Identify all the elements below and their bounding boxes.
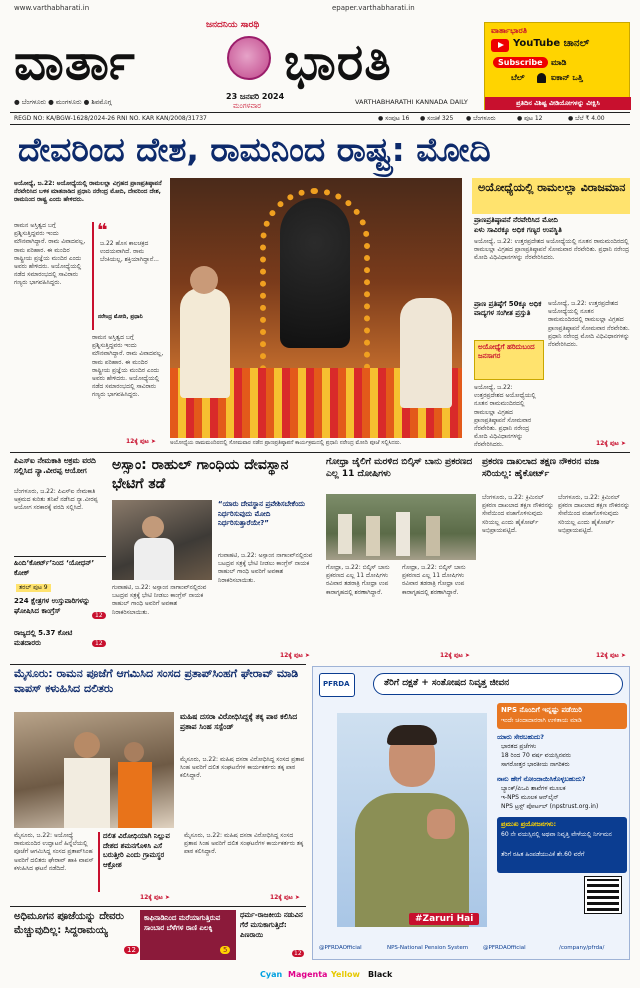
youtube-ad-title: ವಾರ್ತಾಭಾರತಿ xyxy=(491,26,527,35)
quote-text: ಜ.22 ಹೊಸ ಕಾಲಚಕ್ರದ ಉದಯವಾಗಿದೆ. ರಾಮ ಬೆಂಕಿಯಲ್ಲ, ಶಕ್ತಿಯಾಗಿದ್ದಾನೆ... xyxy=(100,240,159,264)
side-box xyxy=(474,340,544,380)
youtube-play-icon xyxy=(491,39,509,52)
court-body-2: ಬೆಂಗಳೂರು, ಜ.22: ಕ್ರಿಮಿನಲ್ ಪ್ರಕರಣ ದಾಖಲಾದ ತಕ್ಷಣ ನೌಕರನನ್ನು ಸೇವೆಯಿಂದ ವಜಾಗೊಳಿಸುವುದು ಸರಿಯಲ್ಲ ಎಂದು ಹೈಕೋರ್ಟ್ ಅಭಿಪ್ರಾಯಪಟ್ಟಿದೆ. xyxy=(558,494,630,534)
issue-day: ಮಂಗಳವಾರ xyxy=(233,102,262,110)
subscribe-button[interactable]: Subscribe xyxy=(493,57,548,68)
side-headline: ಅಯೋಧ್ಯೆಯಲ್ಲಿ ರಾಮಲಲ್ಲಾ ವಿರಾಜಮಾನ xyxy=(478,181,626,194)
mysore-headline: ಮೈಸೂರು: ರಾಮನ ಪೂಜೆಗೆ ಆಗಮಿಸಿದ ಸಂಸದ ಪ್ರತಾಪ್‌ಸಿಂಹಗೆ ಘೇರಾವ್ ಮಾಡಿ ವಾಪಸ್ ಕಳುಹಿಸಿದ ದಲಿತರು xyxy=(14,667,299,695)
issue-info-5: ● ಬೆಲೆ ₹ 4.00 xyxy=(568,115,605,122)
photo-caption: ಅಯೋಧ್ಯೆಯ ರಾಮಮಂದಿರದಲ್ಲಿ ಸೋಮವಾರ ನಡೆದ ಪ್ರಾಣಪ್ರತಿಷ್ಠಾಪನೆ ಕಾರ್ಯಕ್ರಮದಲ್ಲಿ ಪ್ರಧಾನಿ ನರೇಂದ್ರ ಮೋದಿ ಪೂಜೆ ಸಲ್ಲಿಸಿದರು. xyxy=(170,440,402,446)
pfrda-logo xyxy=(319,673,355,697)
teaser-2-box[interactable] xyxy=(140,910,236,960)
brief-2-more[interactable]: ತರಲ್ ಪುಟ 9 xyxy=(16,584,51,592)
nps-footer-1[interactable]: @PFRDAOfficial xyxy=(319,945,362,951)
divider xyxy=(10,452,630,453)
nps-who-title: ಯಾರು ಸೇರಬಹುದು? xyxy=(497,733,545,741)
colorbar-cyan: Cyan xyxy=(260,970,283,979)
nps-tagline-box xyxy=(373,673,623,695)
assam-body-2: ಗುವಾಹಟಿ, ಜ.22: ಅಸ್ಸಾಂನ ನಾಗಾಂವ್‌ನಲ್ಲಿರುವ ಬಟದ್ರವ ಸತ್ರಕ್ಕೆ ಭೇಟಿ ನೀಡಲು ಕಾಂಗ್ರೆಸ್ ನಾಯಕ ರಾಹುಲ್ ಗಾಂಧಿ ಅವರಿಗೆ ಅವಕಾಶ ನಿರಾಕರಿಸಲಾಯಿತು. xyxy=(218,552,313,584)
mahisha-headline: ಮಹಿಷ ದಸರಾ ವಿರೋಧಿಸಿದ್ದಕ್ಕೆ ತಕ್ಕ ಪಾಠ ಕಲಿಸಿದ ಪ್ರತಾಪ ಸಿಂಹ ಸಸ್ಪೆಂಡ್ xyxy=(180,712,298,731)
teaser-1-text[interactable]: ಅಧಿಮೂಗನ ಪೂಜೆಯನ್ನು ದೇವರು ಮೆಚ್ಚುವುದಿಲ್ಲ: ಸಿದ್ದರಾಮಯ್ಯ xyxy=(14,911,124,936)
main-photo xyxy=(170,178,462,438)
brief-3-headline: 224 ಕ್ಷೇತ್ರಗಳ ಉಸ್ತುವಾರಿಗಳನ್ನು ಘೋಷಿಸಿದ ಕಾಂಗ್ರೆಸ್ xyxy=(14,597,90,615)
youtube-ad[interactable] xyxy=(484,22,630,110)
colorbar-black: Black xyxy=(368,970,393,979)
divider xyxy=(10,124,630,125)
court-headline: ಪ್ರಕರಣ ದಾಖಲಾದ ತಕ್ಷಣ ನೌಕರನ ವಜಾ ಸರಿಯಲ್ಲ: ಹೈಕೋರ್ಟ್ xyxy=(482,457,600,479)
mahisha-body: ಮೈಸೂರು, ಜ.22: ಮಹಿಷ ದಸರಾ ವಿರೋಧಿಸಿದ್ದ ಸಂಸದ ಪ್ರತಾಪ ಸಿಂಹ ಅವರಿಗೆ ದಲಿತ ಸಂಘಟನೆಗಳ ಕಾರ್ಯಕರ್ತರು ತಕ್ಕ ಪಾಠ ಕಲಿಸಿದ್ದಾರೆ. xyxy=(180,756,305,780)
court-more[interactable]: 12ಕ್ಕೆ ಪುಟ ➤ xyxy=(596,652,626,659)
side-story-body: ಅಯೋಧ್ಯೆ, ಜ.22: ಉತ್ತರಪ್ರದೇಶದ ಅಯೋಧ್ಯೆಯಲ್ಲಿ ನೂತನ ರಾಮಮಂದಿರದಲ್ಲಿ ರಾಮಲಲ್ಲಾ ವಿಗ್ರಹದ ಪ್ರಾಣಪ್ರತಿಷ್ಠಾಪನೆ ಸೋಮವಾರ ನೆರವೇರಿತು. ಪ್ರಧಾನಿ ನರೇಂದ್ರ ಮೋದಿ ವಿಧಿವಿಧಾನಗಳನ್ನು ನೆರವೇರಿಸಿದರು. xyxy=(474,238,630,262)
nps-subheading: ಇಂದೇ ಚಂದಾದಾರರಾಗಿ ಉಳಿತಾಯ ಮಾಡಿ xyxy=(501,717,582,724)
nps-how-1: ಬ್ಯಾಂಕ್/ಪಿಒಪಿ ಶಾಖೆಗಳ ಮೂಲಕ xyxy=(501,785,566,792)
quote-mark-icon: ❝ xyxy=(97,220,108,241)
mysore-body: ಮೈಸೂರು, ಜ.22: ಅಯೋಧ್ಯೆ ರಾಮಮಂದಿರ ಉದ್ಘಾಟನೆ ಹಿನ್ನೆಲೆಯಲ್ಲಿ ಪೂಜೆಗೆ ಆಗಮಿಸಿದ್ದ ಸಂಸದ ಪ್ರತಾಪ್‌ಸಿಂಹ ಅವರಿಗೆ ದಲಿತರು ಘೇರಾವ್ ಹಾಕಿ ವಾಪಸ್ ಕಳುಹಿಸಿದ ಘಟನೆ ನಡೆದಿದೆ. xyxy=(14,832,94,872)
regd-number: REGD NO: KA/BGW-1628/2024-26 RNI NO. KAR KAN/2008/31737 xyxy=(14,115,207,122)
main-story-lead: ಅಯೋಧ್ಯೆ, ಜ.22: ಅಯೋಧ್ಯೆಯಲ್ಲಿ ರಾಮಲಲ್ಲಾ ವಿಗ್ರಹದ ಪ್ರಾಣಪ್ರತಿಷ್ಠಾಪನೆ ನೆರವೇರಿಸಿದ ಬಳಿಕ ಮಾತನಾಡಿದ ಪ್ರಧಾನಿ ನರೇಂದ್ರ ಮೋದಿ, ದೇವರಿಂದ ದೇಶ, ರಾಮನಿಂದ ರಾಷ್ಟ್ರ ಎಂದು ಹೇಳಿದರು. xyxy=(14,180,162,204)
mahisha-body-2: ಮೈಸೂರು, ಜ.22: ಮಹಿಷ ದಸರಾ ವಿರೋಧಿಸಿದ್ದ ಸಂಸದ ಪ್ರತಾಪ ಸಿಂಹ ಅವರಿಗೆ ದಲಿತ ಸಂಘಟನೆಗಳ ಕಾರ್ಯಕರ್ತರು ತಕ್ಕ ಪಾಠ ಕಲಿಸಿದ್ದಾರೆ. xyxy=(184,832,304,856)
divider xyxy=(10,112,630,113)
mahisha-more[interactable]: 12ಕ್ಕೆ ಪುಟ ➤ xyxy=(270,894,300,901)
colorbar-magenta: Magenta xyxy=(288,970,328,979)
nps-tagline: ತೆರಿಗೆ ದಕ್ಷತೆ + ಸಂತೋಷದ ನಿವೃತ್ತ ಜೀವನ xyxy=(384,678,510,688)
nps-benefit-2: ತೆರಿಗೆ ರಹಿತ ಹಿಂಪಡೆಯುವಿಕೆ ಶೇ.60 ವರೆಗೆ xyxy=(501,851,585,858)
nps-ad[interactable] xyxy=(312,666,630,960)
mysore-photo xyxy=(14,712,174,828)
nps-how-title: ನಾನು ಹೇಗೆ ನೋಂದಾಯಿಸಿಕೊಳ್ಳಬಹುದು? xyxy=(497,775,586,783)
main-story-body-2: ರಾಮನ ಅಸ್ತಿತ್ವದ ಬಗ್ಗೆ ಪ್ರಶ್ನಿಸುತ್ತಿದ್ದವರು ಇಂದು ಮೌನವಾಗಿದ್ದಾರೆ. ರಾಮ ವಿವಾದವಲ್ಲ, ರಾಮ ಪರಿಹಾರ. ಈ ಮಂದಿರ ರಾಷ್ಟ್ರೀಯ ಪ್ರಜ್ಞೆಯ ಮಂದಿರ ಎಂದು ಅವರು ಹೇಳಿದರು. ಅಯೋಧ್ಯೆಯಲ್ಲಿ ನಡೆದ ಸಮಾರಂಭದಲ್ಲಿ ಸಾವಿರಾರು ಗಣ್ಯರು ಭಾಗವಹಿಸಿದ್ದರು. xyxy=(92,334,164,399)
divider xyxy=(14,556,106,557)
brief-1-body: ಬೆಂಗಳೂರು, ಜ.22: ಪಿಎಸ್‌ಐ ನೇಮಕಾತಿ ಅಕ್ರಮದ ಕುರಿತು ತನಿಖೆ ನಡೆಸಿದ ನ್ಯಾ.ವೀರಪ್ಪ ಆಯೋಗ ಸರಕಾರಕ್ಕೆ ವರದಿ ಸಲ್ಲಿಸಿದೆ. xyxy=(14,488,98,512)
issue-info-4: ● ಪುಟ 12 xyxy=(517,115,543,122)
teaser-2-text: ಕಾಫಿನಾಡಿನಿಂದ ಮರೆಯಾಗುತ್ತಿರುವ ಸಾಂಬಾರ ಬೆಳೆಗಳ ರಾಣಿ ಏಲಕ್ಕಿ xyxy=(144,914,221,932)
icon-click-label: ಐಕಾನ್ ಒತ್ತಿ xyxy=(551,73,583,82)
brief-4-page[interactable]: 12 xyxy=(92,640,106,647)
daily-name: VARTHABHARATHI KANNADA DAILY xyxy=(355,98,468,106)
assam-photo xyxy=(112,500,212,580)
side-stat: ಪ್ರಾಣ ಪ್ರತಿಷ್ಠೆಗೆ 50ಕ್ಕೂ ಅಧಿಕ ವಾದ್ಯಗಳ ಸಂಗೀತ ಪ್ರಸ್ತುತಿ xyxy=(474,300,542,317)
divider xyxy=(10,906,306,907)
mysore-more[interactable]: 12ಕ್ಕೆ ಪುಟ ➤ xyxy=(140,894,170,901)
brief-2-headline: ಹಿಂದಿ‘ಕೋರ್ಟ್’ನಿಂದ ‘ಯೋಧನ್’ ಕೋಕ್ xyxy=(14,559,95,577)
epaper-url[interactable]: epaper.varthabharati.in xyxy=(332,4,415,12)
nps-how-2: ಇ-NPS ಮೂಲಕ ಆನ್‌ಲೈನ್ xyxy=(501,794,559,801)
godhra-body-2: ಗೋಧ್ರಾ, ಜ.22: ಬಿಲ್ಕಿಸ್ ಬಾನು ಪ್ರಕರಣದ ಎಲ್ಲ 11 ದೋಷಿಗಳು ರವಿವಾರ ತಡರಾತ್ರಿ ಗೋಧ್ರಾ ಉಪ ಕಾರಾಗೃಹದಲ್ಲಿ ಶರಣಾಗಿದ್ದಾರೆ. xyxy=(402,564,466,596)
youtube-channel-label: YouTube ಚಾನಲ್ xyxy=(513,38,590,49)
nps-footer-3[interactable]: @PFRDAOfficial xyxy=(483,945,526,951)
brief-1-headline: ಪಿಎಸ್‌ಐ ನೇಮಕಾತಿ ಅಕ್ರಮ ವರದಿ ಸಲ್ಲಿಸಿದ ನ್ಯಾ.ವೀರಪ್ಪ ಆಯೋಗ xyxy=(14,456,96,475)
nps-who-3: ಸಾಗರೋತ್ತರ ಭಾರತೀಯ ನಾಗರಿಕರು xyxy=(501,761,570,768)
editions: ● ಬೆಂಗಳೂರು ● ಮಂಗಳೂರು ● ಶಿವಮೊಗ್ಗ xyxy=(14,98,112,106)
mysore-sub: ದಲಿತ ವಿರೋಧಿಯಾಗಿ ನಿಲ್ಲುವ ದೇಶದ ಶಮನಗೊಳಿಸಿ ಎಸೆ ಬರುತ್ತೀರಿ ಎಂದು ಗ್ರಾಮಸ್ಥರ ಆಕ್ರೋಶ xyxy=(98,832,180,892)
godhra-body: ಗೋಧ್ರಾ, ಜ.22: ಬಿಲ್ಕಿಸ್ ಬಾನು ಪ್ರಕರಣದ ಎಲ್ಲ 11 ದೋಷಿಗಳು ರವಿವಾರ ತಡರಾತ್ರಿ ಗೋಧ್ರಾ ಉಪ ಕಾರಾಗೃಹದಲ್ಲಿ ಶರಣಾಗಿದ್ದಾರೆ. xyxy=(326,564,390,596)
nps-how-3: NPS ಟ್ರಸ್ಟ್ ಪೋರ್ಟಲ್ (npstrust.org.in) xyxy=(501,803,599,810)
side-story-more[interactable]: 12ಕ್ಕೆ ಪುಟ ➤ xyxy=(596,440,626,447)
main-headline: ದೇವರಿಂದ ದೇಶ, ರಾಮನಿಂದ ರಾಷ್ಟ್ರ: ಮೋದಿ xyxy=(18,130,491,169)
bell-icon xyxy=(537,73,546,83)
nps-footer-2[interactable]: NPS-National Pension System xyxy=(387,945,469,951)
godhra-more[interactable]: 12ಕ್ಕೆ ಪುಟ ➤ xyxy=(440,652,470,659)
nps-who-1: ಭಾರತದ ಪ್ರಜೆಗಳು xyxy=(501,743,537,750)
masthead-title-left: ವಾರ್ತಾ xyxy=(14,33,136,91)
quote-box xyxy=(92,222,164,330)
teaser-2-page: 5 xyxy=(220,946,230,954)
issue-info-2: ● ಸಂಚಿಕೆ 325 xyxy=(420,115,454,122)
issue-info-1: ● ಸಂಪುಟ 16 xyxy=(378,115,410,122)
side-point-2: ಏಳು ಸಾವಿರಕ್ಕೂ ಅಧಿಕ ಗಣ್ಯರ ಉಪಸ್ಥಿತಿ xyxy=(474,226,562,234)
pfrda-logo-text: PFRDA xyxy=(323,680,350,688)
main-story-more[interactable]: 12ಕ್ಕೆ ಪುಟ ➤ xyxy=(126,438,156,445)
bell-label: ಬೆಲ್ xyxy=(511,73,525,82)
nps-heading: NPS ನೊಂದಿಗೆ ಇನ್ನಷ್ಟು ಪಡೆಯಿರಿ xyxy=(501,706,582,714)
youtube-ad-footer: ಪ್ರತಿದಿನ ವಿಶಿಷ್ಟ ವೀಡಿಯೋಗಳನ್ನು ವೀಕ್ಷಿಸಿ xyxy=(485,97,631,110)
nps-qr-code[interactable] xyxy=(585,877,621,913)
nps-person xyxy=(337,713,487,927)
assam-body: ಗುವಾಹಟಿ, ಜ.22: ಅಸ್ಸಾಂನ ನಾಗಾಂವ್‌ನಲ್ಲಿರುವ ಬಟದ್ರವ ಸತ್ರಕ್ಕೆ ಭೇಟಿ ನೀಡಲು ಕಾಂಗ್ರೆಸ್ ನಾಯಕ ರಾಹುಲ್ ಗಾಂಧಿ ಅವರಿಗೆ ಅವಕಾಶ ನಿರಾಕರಿಸಲಾಯಿತು. xyxy=(112,584,207,616)
colorbar-yellow: Yellow xyxy=(331,970,360,979)
assam-quote: “ಯಾರು ದೇವಸ್ಥಾನ ಪ್ರವೇಶಿಸಬೇಕೆಂದು ನಿರ್ಧರಿಸುವುದು ಮೋದಿ ನಿರ್ಧರಿಸುತ್ತಾರೆಯೇ?” xyxy=(218,500,305,527)
brief-3-page[interactable]: 12 xyxy=(92,612,106,619)
website-url[interactable]: www.varthabharati.in xyxy=(14,4,90,12)
teaser-1-page[interactable]: 12 xyxy=(124,946,139,954)
teaser-3-page[interactable]: 12 xyxy=(294,950,302,957)
nps-benefit-1: 60 ನೇ ವಯಸ್ಸಿನಲ್ಲಿ ಅಥವಾ ನಿವೃತ್ತಿ ವೇಳೆಯಲ್ಲಿ ನಿರ್ಗಮನ xyxy=(501,831,612,838)
assam-headline: ಅಸ್ಸಾಂ: ರಾಹುಲ್ ಗಾಂಧಿಯ ದೇವಸ್ಥಾನ ಭೇಟಿಗೆ ತಡೆ xyxy=(112,457,289,492)
nps-who-2: 18 ರಿಂದ 70 ವರ್ಷ ವಯಸ್ಸಿನವರು xyxy=(501,752,571,759)
subscribe-suffix: ಮಾಡಿ xyxy=(551,58,567,67)
main-story-body-1: ರಾಮನ ಅಸ್ತಿತ್ವದ ಬಗ್ಗೆ ಪ್ರಶ್ನಿಸುತ್ತಿದ್ದವರು ಇಂದು ಮೌನವಾಗಿದ್ದಾರೆ. ರಾಮ ವಿವಾದವಲ್ಲ, ರಾಮ ಪರಿಹಾರ. ಈ ಮಂದಿರ ರಾಷ್ಟ್ರೀಯ ಪ್ರಜ್ಞೆಯ ಮಂದಿರ ಎಂದು ಅವರು ಹೇಳಿದರು. ಅಯೋಧ್ಯೆಯಲ್ಲಿ ನಡೆದ ಸಮಾರಂಭದಲ್ಲಿ ಸಾವಿರಾರು ಗಣ್ಯರು ಭಾಗವಹಿಸಿದ್ದರು. xyxy=(14,222,86,287)
brief-4-headline: ರಾಜ್ಯದಲ್ಲಿ 5.37 ಕೋಟಿ ಮತದಾರರು xyxy=(14,629,73,647)
divider xyxy=(10,664,306,665)
side-story-body-3: ಅಯೋಧ್ಯೆ, ಜ.22: ಉತ್ತರಪ್ರದೇಶದ ಅಯೋಧ್ಯೆಯಲ್ಲಿ ನೂತನ ರಾಮಮಂದಿರದಲ್ಲಿ ರಾಮಲಲ್ಲಾ ವಿಗ್ರಹದ ಪ್ರಾಣಪ್ರತಿಷ್ಠಾಪನೆ ಸೋಮವಾರ ನೆರವೇರಿತು. ಪ್ರಧಾನಿ ನರೇಂದ್ರ ಮೋದಿ ವಿಧಿವಿಧಾನಗಳನ್ನು ನೆರವೇರಿಸಿದರು. xyxy=(474,384,536,449)
court-body: ಬೆಂಗಳೂರು, ಜ.22: ಕ್ರಿಮಿನಲ್ ಪ್ರಕರಣ ದಾಖಲಾದ ತಕ್ಷಣ ನೌಕರನನ್ನು ಸೇವೆಯಿಂದ ವಜಾಗೊಳಿಸುವುದು ಸರಿಯಲ್ಲ ಎಂದು ಹೈಕೋರ್ಟ್ ಅಭಿಪ್ರಾಯಪಟ್ಟಿದೆ. xyxy=(482,494,554,534)
issue-info-3: ● ಬೆಂಗಳೂರು xyxy=(466,115,496,122)
nps-hashtag: #Zaruri Hai xyxy=(409,913,479,925)
nps-benefit-title: ಪ್ರಮುಖ ಪ್ರಯೋಜನಗಳು: xyxy=(501,820,557,828)
tagline: ಜನದನಿಯ ಸಾರಥಿ xyxy=(206,20,260,30)
godhra-photo xyxy=(326,494,476,560)
quote-byline: ನರೇಂದ್ರ ಮೋದಿ, ಪ್ರಧಾನಿ xyxy=(98,314,143,320)
nps-heading-box xyxy=(497,703,627,729)
issue-date: 23 ಜನವರಿ 2024 xyxy=(226,92,285,101)
masthead-logo xyxy=(227,36,271,80)
side-point-1: ಪ್ರಾಣಪ್ರತಿಷ್ಠಾಪನೆ ನೆರವೇರಿಸಿದ ಮೋದಿ xyxy=(474,216,558,224)
godhra-headline: ಗೋಧ್ರಾ ಜೈಲಿಗೆ ಮರಳಿದ ಬಿಲ್ಕಿಸ್ ಬಾನು ಪ್ರಕರಣದ ಎಲ್ಲ 11 ದೋಷಿಗಳು xyxy=(326,457,473,479)
teaser-3-text[interactable]: ಧರ್ಮ-ರಾಜಕೀಯ ನಡುವಿನ ಗೆರೆ ಮಸುಕಾಗುತ್ತಿದೆ: ಪಿಣರಾಯಿ xyxy=(240,911,303,939)
assam-more[interactable]: 12ಕ್ಕೆ ಪುಟ ➤ xyxy=(280,652,310,659)
masthead-title-right: ಭಾರತಿ xyxy=(284,33,392,91)
side-story-body-2: ಅಯೋಧ್ಯೆ, ಜ.22: ಉತ್ತರಪ್ರದೇಶದ ಅಯೋಧ್ಯೆಯಲ್ಲಿ ನೂತನ ರಾಮಮಂದಿರದಲ್ಲಿ ರಾಮಲಲ್ಲಾ ವಿಗ್ರಹದ ಪ್ರಾಣಪ್ರತಿಷ್ಠಾಪನೆ ಸೋಮವಾರ ನೆರವೇರಿತು. ಪ್ರಧಾನಿ ನರೇಂದ್ರ ಮೋದಿ ವಿಧಿವಿಧಾನಗಳನ್ನು ನೆರವೇರಿಸಿದರು. xyxy=(548,300,630,349)
nps-footer-4[interactable]: /company/pfrda/ xyxy=(559,945,605,951)
side-box-text: ಅಯೋಧ್ಯೆಗೆ ಹರಿದುಬಂದ ಜನಸಾಗರ xyxy=(478,343,535,360)
nps-benefits-box xyxy=(497,817,627,873)
